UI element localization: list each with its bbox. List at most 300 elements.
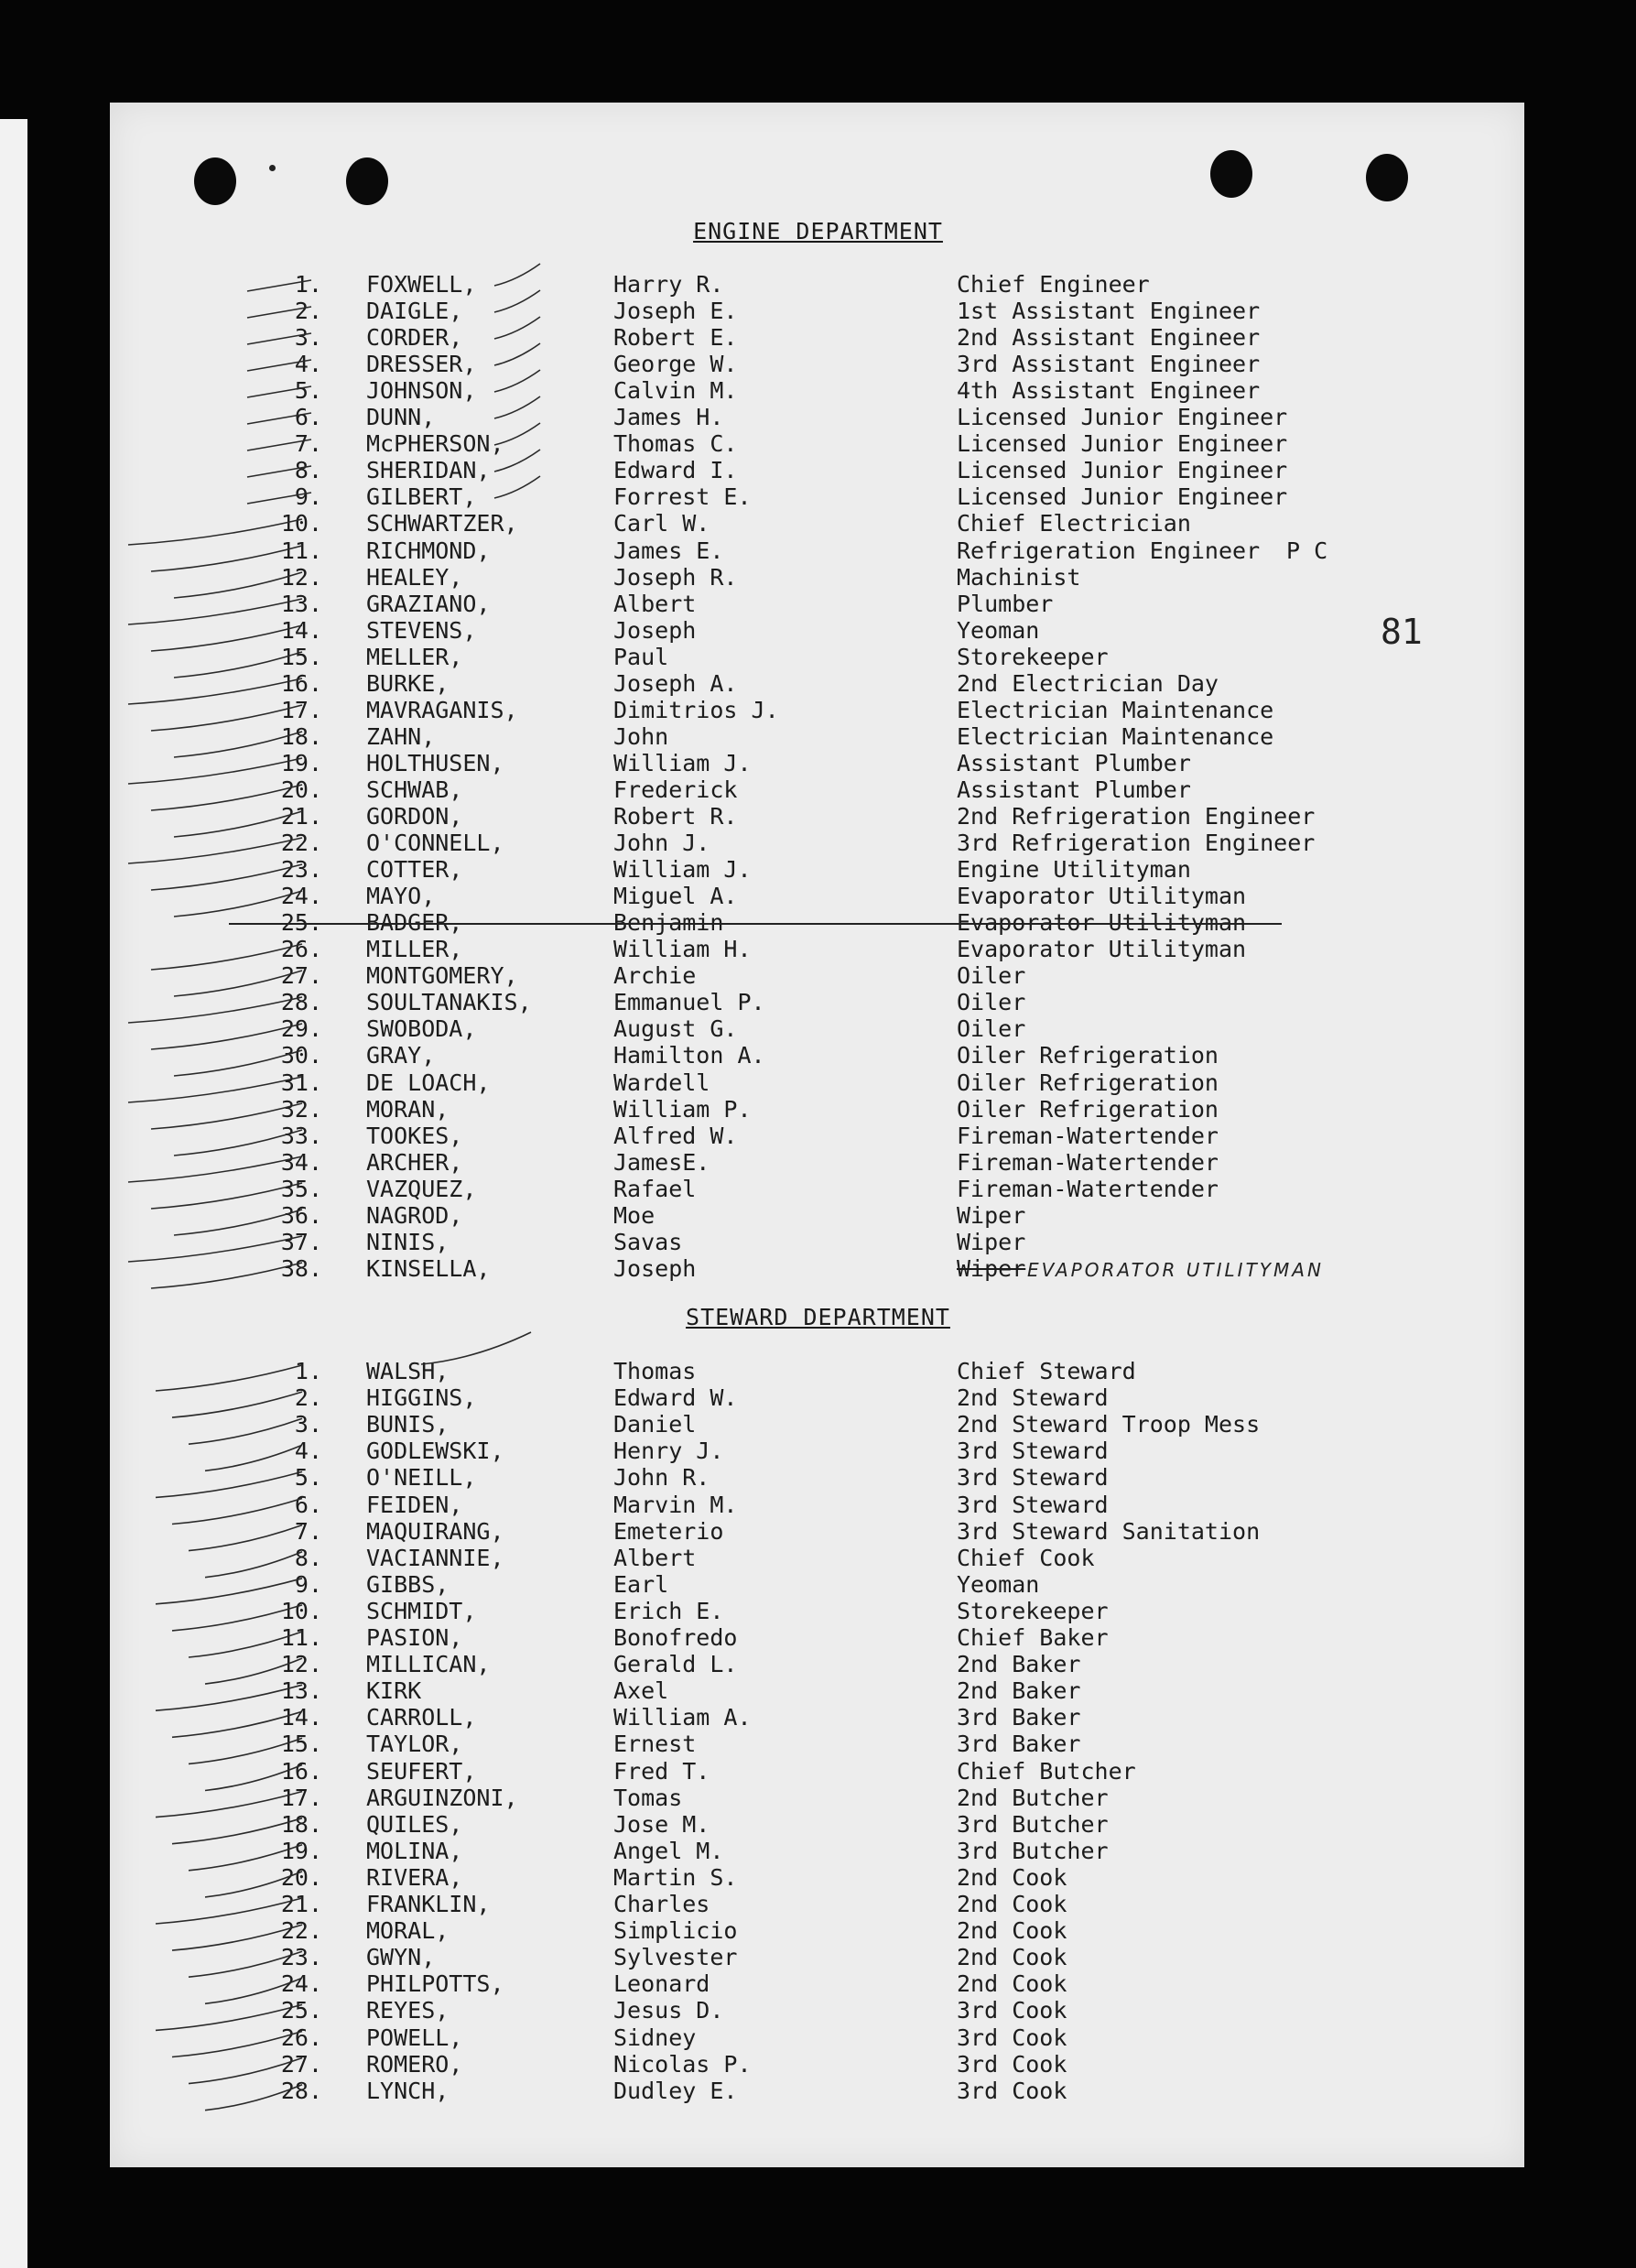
surname: MAYO,: [366, 883, 436, 910]
pencil-tick: [172, 1818, 302, 1844]
entry-number: 1.: [294, 271, 322, 298]
given-name: Dudley E.: [613, 2077, 738, 2104]
given-name: Albert: [613, 590, 697, 617]
entry-number: 14.: [280, 1704, 322, 1731]
entry-number: 18.: [280, 722, 322, 750]
pencil-tick: [156, 1898, 302, 1924]
entry-number: 20.: [280, 1863, 322, 1891]
given-name: Wardell: [613, 1069, 710, 1096]
surname: CORDER,: [366, 324, 463, 352]
given-name: Archie: [613, 962, 697, 990]
entry-number: 4.: [294, 351, 322, 378]
rating: Oiler Refrigeration: [957, 1042, 1219, 1069]
pencil-tick: [174, 1210, 302, 1235]
entry-number: 4.: [294, 1438, 322, 1465]
rating: Licensed Junior Engineer: [957, 457, 1288, 484]
pencil-tick: [151, 944, 302, 970]
rating: Licensed Junior Engineer: [957, 404, 1288, 431]
rating: Chief Steward: [957, 1358, 1136, 1384]
pencil-tick: [494, 370, 540, 392]
rating: 2nd Electrician Day: [957, 669, 1219, 697]
surname: MONTGOMERY,: [366, 962, 518, 990]
given-name: Savas: [613, 1228, 683, 1255]
pencil-tick: [205, 1872, 302, 1897]
given-name: John J.: [613, 830, 710, 857]
surname: VACIANNIE,: [366, 1544, 504, 1571]
entry-number: 14.: [280, 616, 322, 644]
rating: 2nd Assistant Engineer: [957, 324, 1261, 352]
given-name: Jose M.: [613, 1810, 710, 1838]
surname: ARCHER,: [366, 1148, 463, 1176]
surname: McPHERSON,: [366, 430, 504, 458]
rating: Licensed Junior Engineer: [957, 430, 1288, 458]
given-name: Moe: [613, 1201, 655, 1229]
entry-number: 5.: [294, 377, 322, 405]
surname: GWYN,: [366, 1944, 436, 1971]
entry-number: 33.: [280, 1122, 322, 1149]
rating: Plumber: [957, 590, 1054, 617]
surname: DAIGLE,: [366, 298, 463, 325]
given-name: Leonard: [613, 1970, 710, 1998]
pencil-tick: [128, 599, 302, 624]
surname: SEUFERT,: [366, 1757, 477, 1785]
entry-number: 12.: [280, 1651, 322, 1678]
rating: 2nd Cook: [957, 1917, 1067, 1945]
given-name: Marvin M.: [613, 1491, 738, 1518]
given-name: Frederick: [613, 776, 738, 803]
entry-number: 23.: [280, 856, 322, 884]
pencil-tick: [247, 386, 311, 397]
given-name: Miguel A.: [613, 883, 738, 910]
pencil-tick: [151, 1263, 302, 1288]
pencil-tick: [247, 439, 311, 450]
rating: Chief Baker: [957, 1624, 1109, 1651]
rating: Wiper: [957, 1228, 1026, 1255]
given-name: Sylvester: [613, 1944, 738, 1971]
pencil-tick: [151, 705, 302, 731]
given-name: August G.: [613, 1015, 738, 1043]
surname: GODLEWSKI,: [366, 1438, 504, 1465]
pencil-tick: [151, 625, 302, 651]
rating: 4th Assistant Engineer: [957, 377, 1261, 405]
surname: SWOBODA,: [366, 1015, 477, 1043]
given-name: James H.: [613, 404, 724, 431]
rating: Assistant Plumber: [957, 776, 1191, 803]
surname: MAQUIRANG,: [366, 1517, 504, 1545]
given-name: Martin S.: [613, 1863, 738, 1891]
pencil-tick: [494, 290, 540, 312]
pencil-tick: [494, 423, 540, 445]
surname: FEIDEN,: [366, 1491, 463, 1518]
given-name: Alfred W.: [613, 1122, 738, 1149]
rating: Electrician Maintenance: [957, 722, 1274, 750]
entry-number: 27.: [280, 962, 322, 990]
entry-number: 8.: [294, 457, 322, 484]
pencil-tick: [494, 317, 540, 339]
rating: 3rd Baker: [957, 1704, 1081, 1731]
given-name: Jesus D.: [613, 1997, 724, 2024]
surname: CARROLL,: [366, 1704, 477, 1731]
surname: MORAL,: [366, 1917, 450, 1945]
entry-number: 19.: [280, 749, 322, 776]
rating: 2nd Cook: [957, 1944, 1067, 1971]
rating: Wiper: [957, 1201, 1026, 1229]
surname: O'CONNELL,: [366, 830, 504, 857]
pencil-tick: [128, 1236, 302, 1262]
rating: 3rd Steward: [957, 1464, 1109, 1492]
given-name: Joseph: [613, 1254, 697, 1282]
entry-number: 37.: [280, 1228, 322, 1255]
pencil-tick: [247, 333, 311, 344]
pencil-tick: [128, 1077, 302, 1102]
surname: DUNN,: [366, 404, 436, 431]
pencil-tick: [174, 652, 302, 678]
pencil-tick: [172, 1605, 302, 1631]
surname: BURKE,: [366, 669, 450, 697]
rating: Fireman-Watertender: [957, 1148, 1219, 1176]
rating: Engine Utilityman: [957, 856, 1191, 884]
rating: 2nd Baker: [957, 1651, 1081, 1678]
given-name: William P.: [613, 1095, 752, 1123]
entry-number: 11.: [280, 1624, 322, 1651]
entry-number: 34.: [280, 1148, 322, 1176]
given-name: Charles: [613, 1891, 710, 1917]
given-name: George W.: [613, 351, 738, 378]
entry-number: 21.: [280, 1891, 322, 1917]
entry-number: 15.: [280, 1731, 322, 1758]
rating: 3rd Butcher: [957, 1810, 1109, 1838]
pencil-tick: [494, 343, 540, 365]
pencil-tick: [172, 1925, 302, 1950]
entry-number: 32.: [280, 1095, 322, 1123]
given-name: Edward W.: [613, 1384, 738, 1412]
surname: LYNCH,: [366, 2077, 450, 2104]
rating: Chief Butcher: [957, 1757, 1136, 1785]
entry-number: 6.: [294, 404, 322, 431]
surname: HEALEY,: [366, 563, 463, 591]
entry-number: 3.: [294, 324, 322, 352]
entry-number: 24.: [280, 1970, 322, 1998]
surname: GORDON,: [366, 803, 463, 830]
given-name: Hamilton A.: [613, 1042, 765, 1069]
pencil-tick: [189, 1632, 302, 1657]
pencil-tick: [156, 1365, 302, 1391]
pencil-tick: [247, 360, 311, 371]
given-name: Albert: [613, 1544, 697, 1571]
entry-number: 28.: [280, 989, 322, 1016]
rating: 1st Assistant Engineer: [957, 298, 1261, 325]
surname: DE LOACH,: [366, 1069, 491, 1096]
rating: 2nd Cook: [957, 1970, 1067, 1998]
rating: Oiler: [957, 962, 1026, 990]
entry-number: 1.: [294, 1358, 322, 1384]
pencil-tick: [156, 1685, 302, 1710]
given-name: Thomas C.: [613, 430, 738, 458]
pencil-tick: [156, 1471, 302, 1497]
surname: DRESSER,: [366, 351, 477, 378]
pencil-tick: [189, 1418, 302, 1444]
surname: RICHMOND,: [366, 537, 491, 564]
entry-number: 10.: [280, 510, 322, 537]
pencil-tick: [247, 493, 311, 504]
rating: Storekeeper: [957, 1597, 1109, 1624]
pencil-tick: [174, 811, 302, 837]
pencil-tick: [128, 1156, 302, 1182]
given-name: Thomas: [613, 1358, 697, 1384]
pencil-tick: [151, 1183, 302, 1209]
rating: Chief Electrician: [957, 510, 1191, 537]
given-name: Ernest: [613, 1731, 697, 1758]
entry-number: 9.: [294, 483, 322, 511]
surname: REYES,: [366, 1997, 450, 2024]
entry-number: 17.: [280, 1784, 322, 1811]
entry-number: 27.: [280, 2050, 322, 2078]
rating: Machinist: [957, 563, 1081, 591]
rating: 3rd Cook: [957, 2024, 1067, 2051]
entry-number: 9.: [294, 1570, 322, 1598]
given-name: Daniel: [613, 1411, 697, 1438]
rating: Electrician Maintenance: [957, 696, 1274, 723]
given-name: John: [613, 722, 669, 750]
entry-number: 21.: [280, 803, 322, 830]
given-name: Angel M.: [613, 1837, 724, 1864]
given-name: Harry R.: [613, 271, 724, 298]
surname: MELLER,: [366, 643, 463, 670]
given-name: JamesE.: [613, 1148, 710, 1176]
entry-number: 22.: [280, 830, 322, 857]
rating: 3rd Baker: [957, 1731, 1081, 1758]
given-name: Calvin M.: [613, 377, 738, 405]
surname: POWELL,: [366, 2024, 463, 2051]
entry-number: 20.: [280, 776, 322, 803]
pencil-tick: [247, 280, 311, 291]
pencil-tick: [494, 476, 540, 498]
entry-number: 22.: [280, 1917, 322, 1945]
pencil-tick: [172, 1392, 302, 1417]
given-name: James E.: [613, 537, 724, 564]
given-name: Axel: [613, 1677, 669, 1705]
rating: Wiper: [957, 1254, 1026, 1282]
rating: Refrigeration Engineer: [957, 537, 1261, 564]
pencil-tick: [128, 838, 302, 863]
given-name: Bonofredo: [613, 1624, 738, 1651]
pencil-tick: [189, 1951, 302, 1977]
entry-number: 25.: [280, 909, 322, 937]
rating: Fireman-Watertender: [957, 1175, 1219, 1202]
given-name: Benjamin: [613, 909, 724, 937]
rating: Oiler: [957, 1015, 1026, 1043]
surname: MOLINA,: [366, 1837, 463, 1864]
rating: Storekeeper: [957, 643, 1109, 670]
pencil-tick: [247, 307, 311, 318]
entry-number: 25.: [280, 1997, 322, 2024]
entry-number: 36.: [280, 1201, 322, 1229]
pencil-tick: [174, 1130, 302, 1156]
given-name: Earl: [613, 1570, 669, 1598]
entry-number: 18.: [280, 1810, 322, 1838]
surname: MAVRAGANIS,: [366, 696, 518, 723]
pencil-tick: [494, 450, 540, 472]
pencil-tick: [156, 2004, 302, 2030]
entry-number: 16.: [280, 669, 322, 697]
given-name: Nicolas P.: [613, 2050, 752, 2078]
pencil-tick: [205, 1978, 302, 2003]
entry-number: 17.: [280, 696, 322, 723]
rating: Chief Cook: [957, 1544, 1095, 1571]
pencil-tick: [247, 466, 311, 477]
pencil-tick: [189, 1845, 302, 1871]
steward-department-heading: STEWARD DEPARTMENT: [686, 1304, 950, 1330]
pencil-tick: [174, 1050, 302, 1076]
entry-number: 29.: [280, 1015, 322, 1043]
surname: STEVENS,: [366, 616, 477, 644]
surname: MORAN,: [366, 1095, 450, 1123]
surname: JOHNSON,: [366, 377, 477, 405]
pencil-tick: [189, 1525, 302, 1551]
given-name: William A.: [613, 1704, 752, 1731]
pencil-tick: [205, 2085, 302, 2111]
rating: 3rd Butcher: [957, 1837, 1109, 1864]
given-name: Tomas: [613, 1784, 683, 1811]
given-name: Rafael: [613, 1175, 697, 1202]
surname: HIGGINS,: [366, 1384, 477, 1412]
surname: PHILPOTTS,: [366, 1970, 504, 1998]
entry-number: 13.: [280, 590, 322, 617]
given-name: Emeterio: [613, 1517, 724, 1545]
rating: 2nd Refrigeration Engineer: [957, 803, 1316, 830]
rating: 2nd Cook: [957, 1863, 1067, 1891]
surname: GIBBS,: [366, 1570, 450, 1598]
pencil-tick: [156, 1579, 302, 1604]
given-name: Carl W.: [613, 510, 710, 537]
given-name: Robert E.: [613, 324, 738, 352]
surname: SCHMIDT,: [366, 1597, 477, 1624]
given-name: Paul: [613, 643, 669, 670]
surname: GRAZIANO,: [366, 590, 491, 617]
surname: WALSH,: [366, 1358, 450, 1384]
given-name: Forrest E.: [613, 483, 752, 511]
given-name: Simplicio: [613, 1917, 738, 1945]
rating: Oiler: [957, 989, 1026, 1016]
given-name: Dimitrios J.: [613, 696, 779, 723]
surname: NINIS,: [366, 1228, 450, 1255]
given-name: Henry J.: [613, 1438, 724, 1465]
entry-number: 28.: [280, 2077, 322, 2104]
surname: VAZQUEZ,: [366, 1175, 477, 1202]
given-name: Gerald L.: [613, 1651, 738, 1678]
pencil-tick: [247, 413, 311, 424]
rating: 3rd Assistant Engineer: [957, 351, 1261, 378]
surname: BUNIS,: [366, 1411, 450, 1438]
rating: 2nd Steward: [957, 1384, 1109, 1412]
rating: 3rd Cook: [957, 2077, 1067, 2104]
pencil-tick: [205, 1658, 302, 1684]
given-name: Robert R.: [613, 803, 738, 830]
pencil-tick: [174, 572, 302, 598]
rating: Licensed Junior Engineer: [957, 483, 1288, 511]
rating: Evaporator Utilityman: [957, 883, 1247, 910]
handwritten-correction: EVAPORATOR UTILITYMAN: [1027, 1258, 1324, 1281]
surname: GILBERT,: [366, 483, 477, 511]
pencil-tick: [174, 732, 302, 757]
pencil-tick: [494, 264, 540, 286]
surname: RIVERA,: [366, 1863, 463, 1891]
pencil-tick: [128, 678, 302, 704]
entry-number: 23.: [280, 1944, 322, 1971]
pencil-tick: [189, 1738, 302, 1763]
surname: TOOKES,: [366, 1122, 463, 1149]
rating: 2nd Baker: [957, 1677, 1081, 1705]
surname: NAGROD,: [366, 1201, 463, 1229]
surname: SCHWARTZER,: [366, 510, 518, 537]
entry-number: 15.: [280, 643, 322, 670]
given-name: William J.: [613, 856, 752, 884]
pencil-tick: [151, 785, 302, 810]
entry-number: 2.: [294, 1384, 322, 1412]
surname: MILLER,: [366, 936, 463, 963]
entry-number: 16.: [280, 1757, 322, 1785]
entry-number: 6.: [294, 1491, 322, 1518]
rating: 2nd Steward Troop Mess: [957, 1411, 1261, 1438]
rating: 3rd Steward: [957, 1438, 1109, 1465]
given-name: Joseph R.: [613, 563, 738, 591]
surname: ARGUINZONI,: [366, 1784, 518, 1811]
given-name: Erich E.: [613, 1597, 724, 1624]
given-name: John R.: [613, 1464, 710, 1492]
pencil-tick: [151, 546, 302, 571]
pencil-tick: [128, 758, 302, 784]
rating: 2nd Cook: [957, 1891, 1067, 1917]
surname: KIRK: [366, 1677, 422, 1705]
entry-number: 38.: [280, 1254, 322, 1282]
page-number: 81: [1381, 612, 1423, 652]
pencil-tick: [189, 2058, 302, 2084]
pencil-tick: [128, 519, 302, 545]
pencil-tick: [205, 1552, 302, 1578]
pencil-tick: [172, 1711, 302, 1737]
rating: Oiler Refrigeration: [957, 1095, 1219, 1123]
annotation-code: P C: [1286, 537, 1328, 564]
rating: 3rd Cook: [957, 2050, 1067, 2078]
rating: Oiler Refrigeration: [957, 1069, 1219, 1096]
rating: 3rd Steward Sanitation: [957, 1517, 1261, 1545]
entry-number: 12.: [280, 563, 322, 591]
entry-number: 24.: [280, 883, 322, 910]
pencil-tick: [128, 997, 302, 1023]
surname: SHERIDAN,: [366, 457, 491, 484]
pencil-tick: [172, 2032, 302, 2057]
entry-number: 5.: [294, 1464, 322, 1492]
given-name: Edward I.: [613, 457, 738, 484]
surname: SOULTANAKIS,: [366, 989, 532, 1016]
surname: KINSELLA,: [366, 1254, 491, 1282]
entry-number: 31.: [280, 1069, 322, 1096]
pencil-tick: [421, 1332, 531, 1364]
pencil-tick: [205, 1765, 302, 1791]
given-name: Joseph A.: [613, 669, 738, 697]
pencil-tick: [151, 1103, 302, 1129]
surname: GRAY,: [366, 1042, 436, 1069]
entry-number: 19.: [280, 1837, 322, 1864]
entry-number: 26.: [280, 936, 322, 963]
entry-number: 7.: [294, 430, 322, 458]
pencil-tick: [174, 971, 302, 996]
entry-number: 10.: [280, 1597, 322, 1624]
entry-number: 3.: [294, 1411, 322, 1438]
surname: PASION,: [366, 1624, 463, 1651]
pencil-tick: [205, 1445, 302, 1470]
given-name: Sidney: [613, 2024, 697, 2051]
